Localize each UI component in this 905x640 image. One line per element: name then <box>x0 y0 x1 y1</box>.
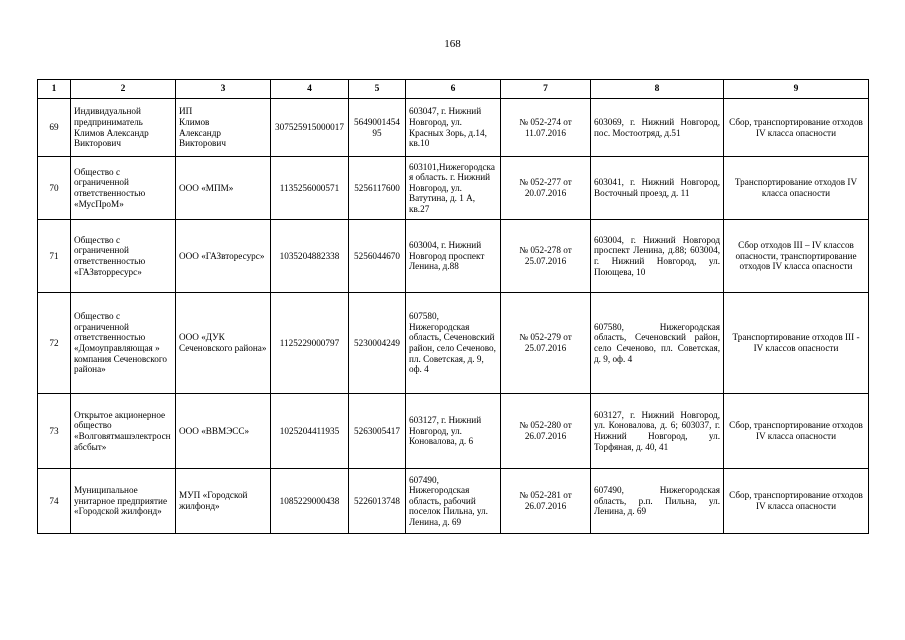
activity-type: Сбор, транспортирование отходов IV класса опасности <box>724 469 869 534</box>
license-registry-table <box>37 79 869 534</box>
header-row <box>38 80 869 99</box>
activity-address: 603069, г. Нижний Новгород, пос. Мостоотряд, д.51 <box>591 99 724 157</box>
table-row <box>38 99 869 157</box>
inn: 5256044670 <box>349 220 406 293</box>
organization-name: Муниципальное унитарное предприятие «Городской жилфонд» <box>71 469 176 534</box>
col-header-7: 7 <box>501 80 591 99</box>
organization-short-name: ИП Климов Александр Викторович <box>176 99 271 157</box>
organization-name: Общество с ограниченной ответственностью «ГАЗвторресурс» <box>71 220 176 293</box>
activity-address: 603041, г. Нижний Новгород, Восточный проезд, д. 11 <box>591 157 724 220</box>
table-row <box>38 394 869 469</box>
col-header-1: 1 <box>38 80 71 99</box>
organization-short-name: ООО «ДУК Сеченовского района» <box>176 293 271 394</box>
license-number: № 052-279 от 25.07.2016 <box>501 293 591 394</box>
activity-type: Сбор, транспортирование отходов IV класса опасности <box>724 99 869 157</box>
organization-short-name: ООО «ГАЗвторесурс» <box>176 220 271 293</box>
col-header-6: 6 <box>406 80 501 99</box>
row-number: 69 <box>38 99 71 157</box>
ogrn: 1085229000438 <box>271 469 349 534</box>
activity-address: 603127, г. Нижний Новгород, ул. Коновалова, д. 6; 603037, г. Нижний Новгород, ул. Торфяная, д. 40, 41 <box>591 394 724 469</box>
inn: 5226013748 <box>349 469 406 534</box>
license-number: № 052-278 от 25.07.2016 <box>501 220 591 293</box>
license-number: № 052-280 от 26.07.2016 <box>501 394 591 469</box>
organization-name: Общество с ограниченной ответственностью «Домоуправляющая » компания Сеченовского района» <box>71 293 176 394</box>
license-number: № 052-277 от 20.07.2016 <box>501 157 591 220</box>
organization-short-name: ООО «МПМ» <box>176 157 271 220</box>
activity-type: Транспортирование отходов IV класса опасности <box>724 157 869 220</box>
row-number: 70 <box>38 157 71 220</box>
table-row <box>38 220 869 293</box>
row-number: 73 <box>38 394 71 469</box>
col-header-5: 5 <box>349 80 406 99</box>
col-header-4: 4 <box>271 80 349 99</box>
inn: 5256117600 <box>349 157 406 220</box>
inn: 564900145495 <box>349 99 406 157</box>
inn: 5230004249 <box>349 293 406 394</box>
page-number: 168 <box>444 38 461 50</box>
row-number: 71 <box>38 220 71 293</box>
table-row <box>38 157 869 220</box>
activity-address: 603004, г. Нижний Новгород проспект Ленина, д.88; 603004, г. Нижний Новгород, ул. Поющева, 10 <box>591 220 724 293</box>
organization-short-name: МУП «Городской жилфонд» <box>176 469 271 534</box>
activity-address: 607490, Нижегородская область, р.п. Пильна, ул. Ленина, д. 69 <box>591 469 724 534</box>
activity-address: 607580, Нижегородская область, Сеченовский район, село Сеченово, пл. Советская, д. 9, оф. 4 <box>591 293 724 394</box>
ogrn: 1025204411935 <box>271 394 349 469</box>
ogrn: 1125229000797 <box>271 293 349 394</box>
col-header-2: 2 <box>71 80 176 99</box>
row-number: 72 <box>38 293 71 394</box>
inn: 5263005417 <box>349 394 406 469</box>
license-number: № 052-274 от 11.07.2016 <box>501 99 591 157</box>
row-number: 74 <box>38 469 71 534</box>
activity-type: Сбор, транспортирование отходов IV класса опасности <box>724 394 869 469</box>
legal-address: 603047, г. Нижний Новгород, ул. Красных Зорь, д.14, кв.10 <box>406 99 501 157</box>
ogrn: 307525915000017 <box>271 99 349 157</box>
col-header-8: 8 <box>591 80 724 99</box>
organization-short-name: ООО «ВВМЭСС» <box>176 394 271 469</box>
organization-name: Индивидуальной предприниматель Климов Александр Викторович <box>71 99 176 157</box>
col-header-9: 9 <box>724 80 869 99</box>
col-header-3: 3 <box>176 80 271 99</box>
organization-name: Открытое акционерное общество «Волговятмашэлектроснабсбыт» <box>71 394 176 469</box>
legal-address: 603101,Нижегородская область. г. Нижний Новгород, ул. Ватутина, д. 1 А, кв.27 <box>406 157 501 220</box>
table-row <box>38 469 869 534</box>
ogrn: 1035204882338 <box>271 220 349 293</box>
legal-address: 607490, Нижегородская область, рабочий поселок Пильна, ул. Ленина, д. 69 <box>406 469 501 534</box>
legal-address: 603004, г. Нижний Новгород проспект Ленина, д.88 <box>406 220 501 293</box>
legal-address: 607580, Нижегородская область, Сеченовский район, село Сеченово, пл. Советская, д. 9, оф. 4 <box>406 293 501 394</box>
legal-address: 603127, г. Нижний Новгород, ул. Коновалова, д. 6 <box>406 394 501 469</box>
table-row <box>38 293 869 394</box>
activity-type: Транспортирование отходов III - IV классов опасности <box>724 293 869 394</box>
organization-name: Общество с ограниченной ответственностью «МусПроМ» <box>71 157 176 220</box>
ogrn: 1135256000571 <box>271 157 349 220</box>
license-number: № 052-281 от 26.07.2016 <box>501 469 591 534</box>
activity-type: Сбор отходов III – IV классов опасности, транспортирование отходов IV класса опасности <box>724 220 869 293</box>
